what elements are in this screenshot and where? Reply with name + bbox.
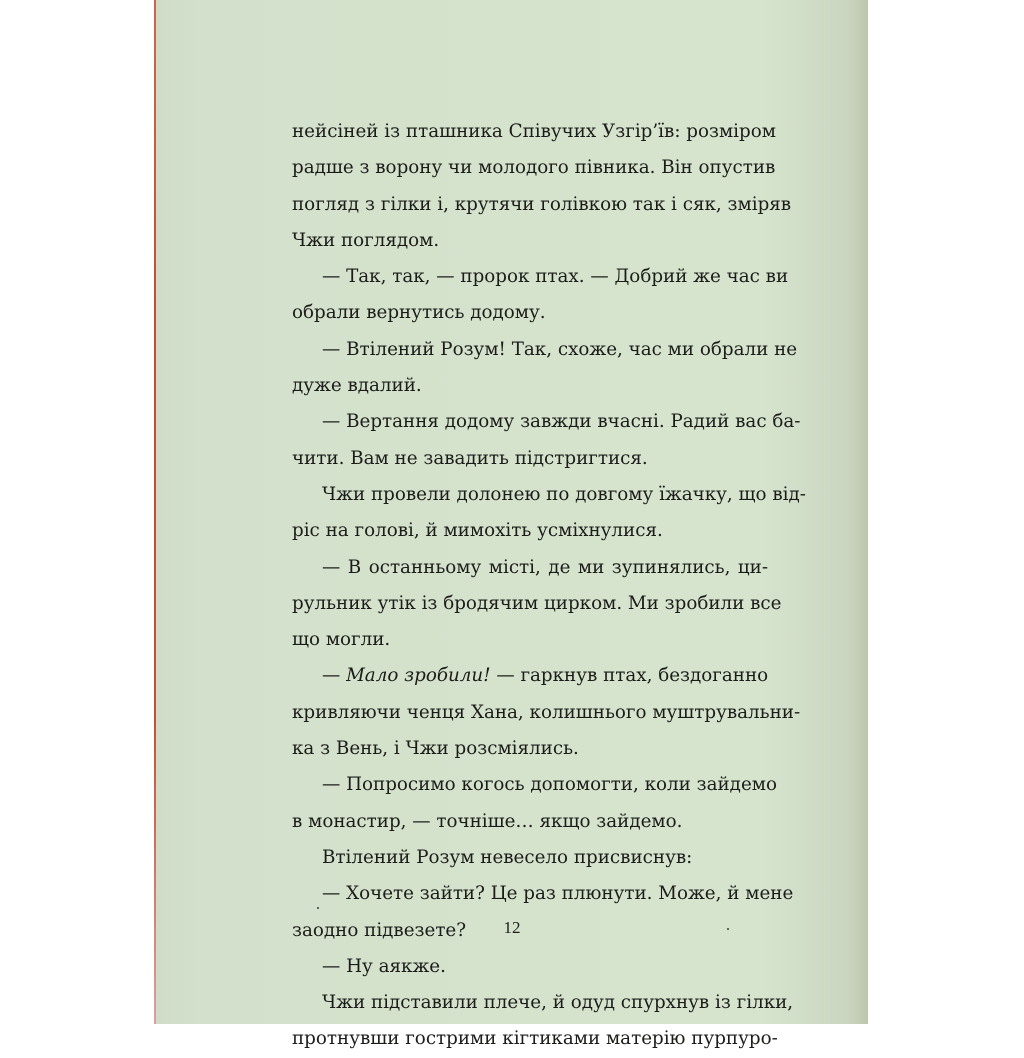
text-line: — В останньому місті, де ми зупинялись, ци- <box>322 556 768 578</box>
text-line: — Хочете зайти? Це раз плюнути. Може, й мене <box>322 883 794 905</box>
text-line: — Втілений Розум! Так, схоже, час ми обрали не <box>322 338 798 360</box>
text-line: — Ну аякже. <box>322 955 446 977</box>
text-line: в монастир, — точніше… якщо зайдемо. <box>292 810 683 832</box>
text-line: ка з Вень, і Чжи розсміялись. <box>292 738 579 760</box>
dash: — <box>322 665 347 687</box>
text-line: протнувши гострими кігтиками матерію пурпуро- <box>292 1028 778 1050</box>
page-text <box>292 114 806 1058</box>
text-line: чити. Вам не завадить підстригтися. <box>292 447 648 469</box>
text-line: обрали вернутись додому. <box>292 302 546 324</box>
text-line: заодно підвезете? <box>292 919 467 941</box>
text-line: — Так, так, — пророк птах. — Добрий же час ви <box>322 266 789 288</box>
paper-speck <box>317 907 319 909</box>
text-line: — Вертання додому завжди вчасні. Радий вас ба- <box>322 411 801 433</box>
text-line: Чжи поглядом. <box>292 229 440 251</box>
text-line: що могли. <box>292 629 391 651</box>
page-number: 12 <box>503 918 521 937</box>
text-line: Чжи підставили плече, й одуд спурхнув із гілки, <box>322 992 794 1014</box>
paper-speck <box>727 928 729 930</box>
text-line: дуже вдалий. <box>292 375 422 397</box>
text-line: радше з ворону чи молодого півника. Він опустив <box>292 157 776 179</box>
text-line: рульник утік із бродячим цирком. Ми зробили все <box>292 592 782 614</box>
text-line: ріс на голові, й мимохіть усміхнулися. <box>292 520 663 542</box>
text-line: Втілений Розум невесело присвиснув: <box>322 846 693 868</box>
text-line: — Попросимо когось допомогти, коли зайдемо <box>322 774 777 796</box>
text-line: погляд з гілки і, крутячи голівкою так і сяк, зміряв <box>292 193 792 215</box>
text-line: нейсіней із пташника Співучих Узгір’їв: розміром <box>292 121 776 142</box>
line-rest: — гаркнув птах, бездоганно <box>490 665 769 687</box>
text-line: кривляючи ченця Хана, колишнього муштрувальни- <box>292 701 801 723</box>
text-line: Чжи провели долонею по довгому їжачку, що від- <box>322 483 806 505</box>
text-line <box>292 658 768 694</box>
italic-phrase: Мало зробили! <box>346 665 491 687</box>
